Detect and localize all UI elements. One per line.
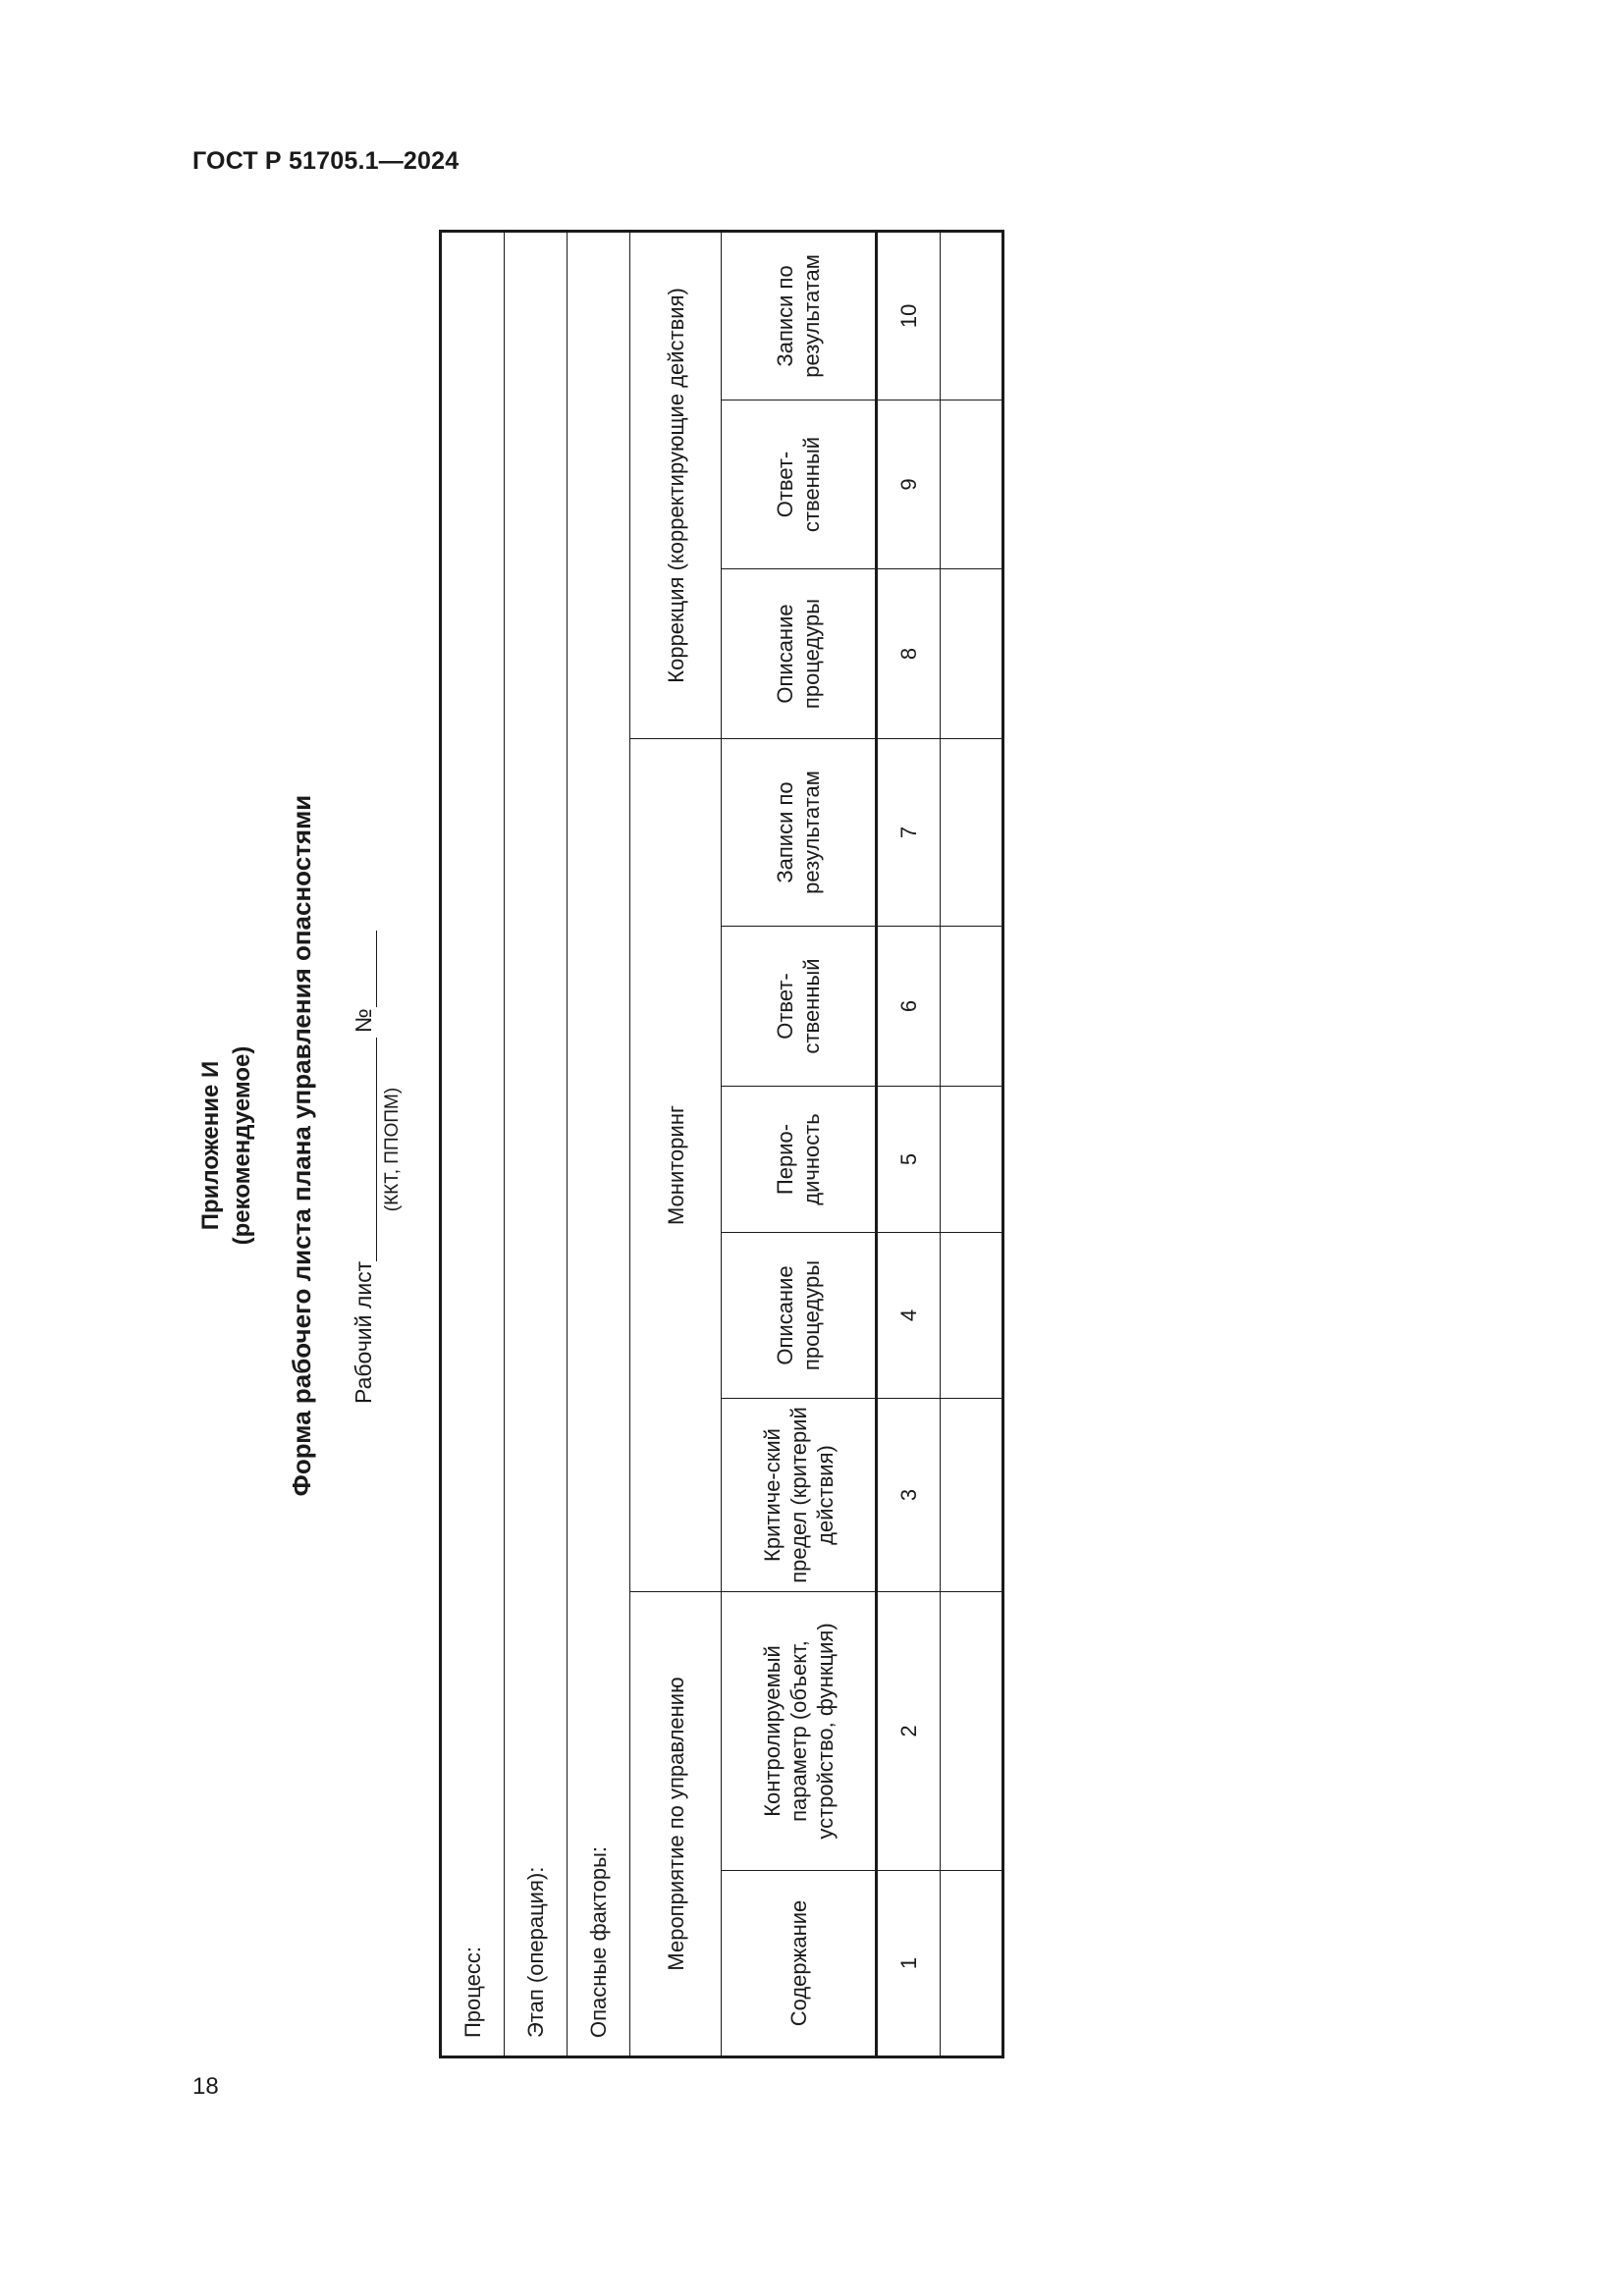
column-header: Записи по результатам bbox=[722, 231, 877, 400]
column-number: 4 bbox=[877, 1233, 941, 1399]
hazard-plan-form-table bbox=[439, 230, 1004, 2058]
worksheet-label: Рабочий лист bbox=[351, 1260, 376, 1404]
table-cell bbox=[941, 569, 1003, 739]
column-number: 9 bbox=[877, 400, 941, 569]
table-cell bbox=[941, 231, 1003, 400]
table-cell bbox=[941, 1233, 1003, 1399]
table-cell bbox=[941, 1087, 1003, 1233]
column-header: Содержание bbox=[722, 1871, 877, 2057]
stage-row: Этап (операция): bbox=[505, 231, 568, 2056]
column-header: Ответ-ственный bbox=[722, 400, 877, 569]
column-number: 8 bbox=[877, 569, 941, 739]
column-number: 3 bbox=[877, 1399, 941, 1592]
column-number: 6 bbox=[877, 927, 941, 1087]
group-header-control: Мероприятие по управлению bbox=[630, 1592, 722, 2057]
column-header: Перио-дичность bbox=[722, 1087, 877, 1233]
table-cell bbox=[941, 1871, 1003, 2057]
column-number: 7 bbox=[877, 739, 941, 927]
column-header: Контролируемый параметр (объект, устройство, функция) bbox=[722, 1592, 877, 1871]
rotated-annex-page bbox=[184, 220, 1018, 2071]
table-cell bbox=[941, 927, 1003, 1087]
table-cell bbox=[941, 739, 1003, 927]
process-row: Процесс: bbox=[441, 231, 505, 2056]
worksheet-type-blank bbox=[343, 1038, 377, 1261]
column-number: 10 bbox=[877, 231, 941, 400]
table-cell bbox=[941, 400, 1003, 569]
annex-subtitle: (рекомендуемое) bbox=[229, 1045, 255, 1246]
page-number: 18 bbox=[192, 2073, 219, 2100]
column-number: 2 bbox=[877, 1592, 941, 1871]
column-header: Описание процедуры bbox=[722, 569, 877, 739]
worksheet-type-hint: (ККТ, ППОПМ) bbox=[382, 1087, 403, 1212]
worksheet-number-blank bbox=[343, 931, 377, 1007]
column-header: Ответ-ственный bbox=[722, 927, 877, 1087]
annex-title: Приложение И bbox=[197, 1060, 224, 1231]
document-code: ГОСТ Р 51705.1—2024 bbox=[192, 147, 460, 175]
table-cell bbox=[941, 1399, 1003, 1592]
column-header: Описание процедуры bbox=[722, 1233, 877, 1399]
number-sign: № bbox=[351, 1008, 376, 1033]
table-cell bbox=[941, 1592, 1003, 1871]
column-header: Критиче-ский предел (критерий действия) bbox=[722, 1399, 877, 1592]
column-number: 5 bbox=[877, 1087, 941, 1233]
hazards-row: Опасные факторы: bbox=[568, 231, 630, 2056]
form-title: Форма рабочего листа плана управления опасностями bbox=[287, 794, 316, 1497]
column-number: 1 bbox=[877, 1871, 941, 2057]
group-header-correction: Коррекция (корректирующие действия) bbox=[630, 231, 722, 738]
column-header: Записи по результатам bbox=[722, 739, 877, 927]
group-header-monitoring: Мониторинг bbox=[630, 739, 722, 1592]
